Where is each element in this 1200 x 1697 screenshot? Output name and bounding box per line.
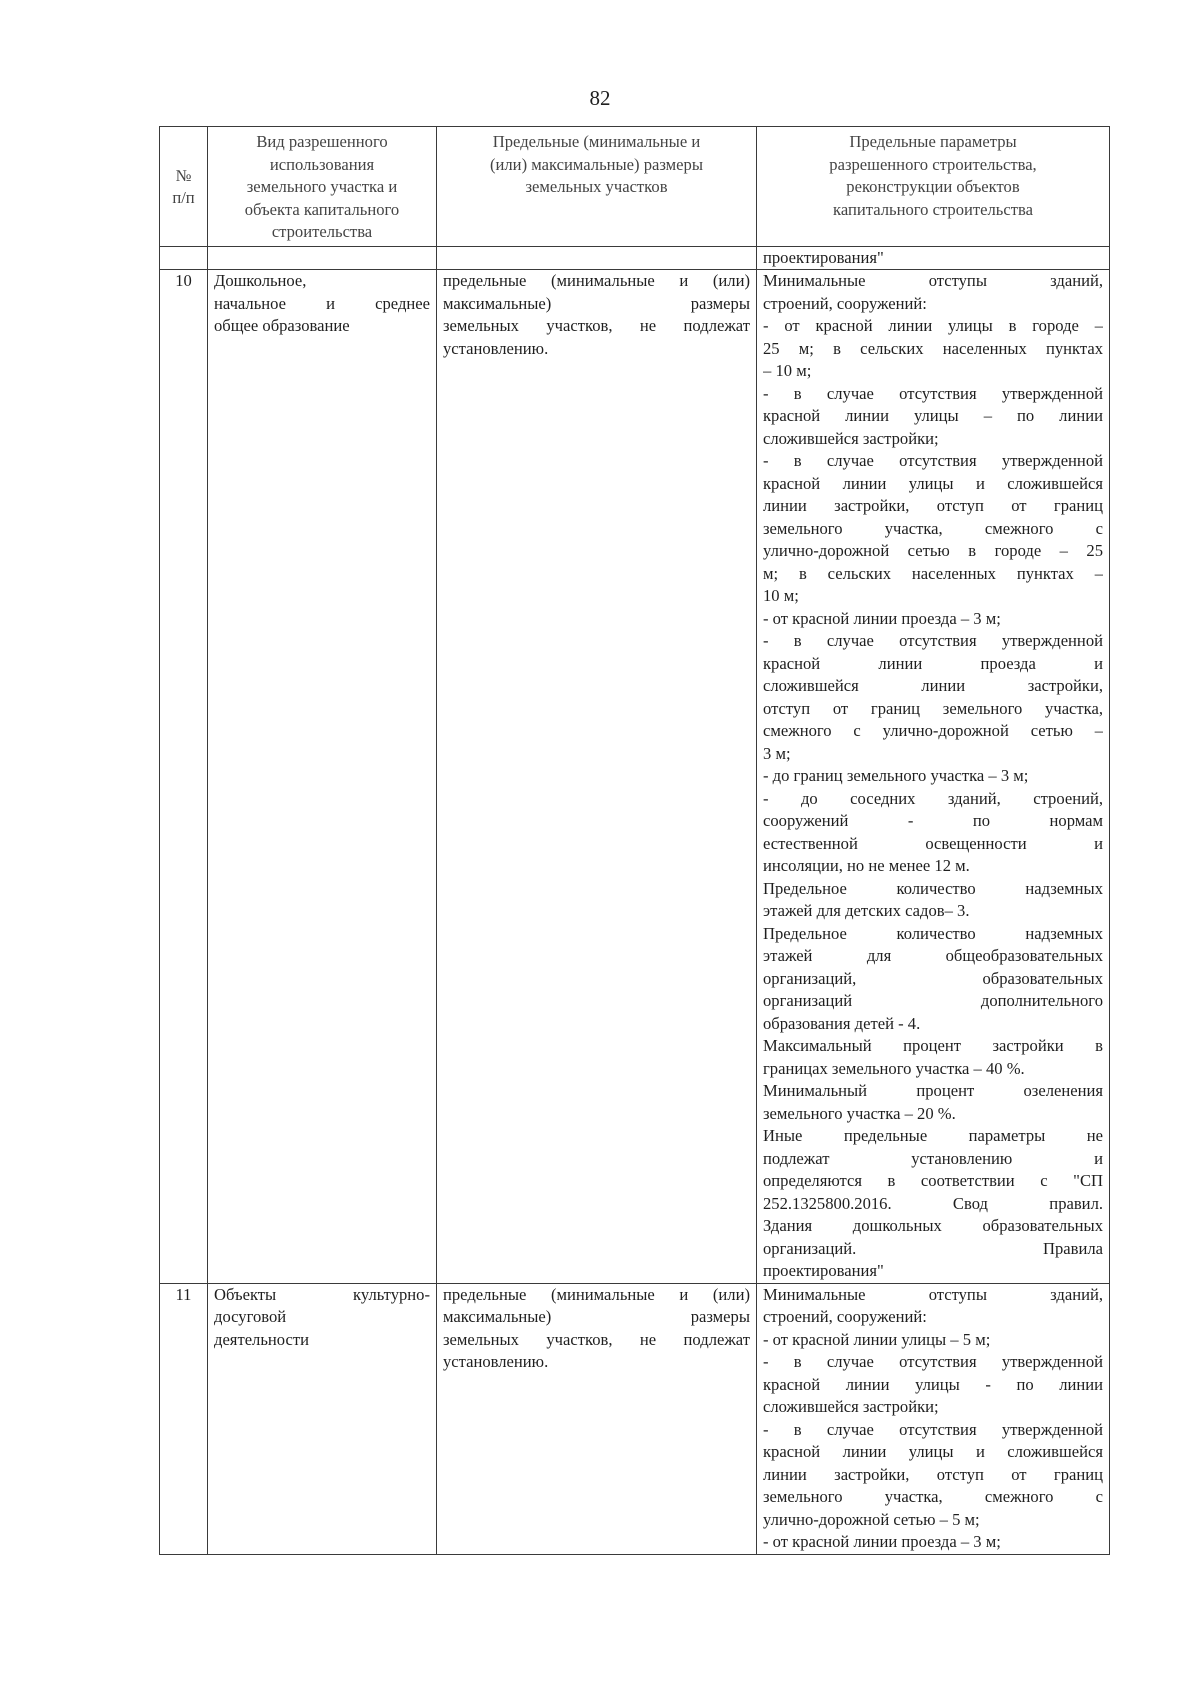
- cell-text-line: улично-дорожной сетью – 5 м;: [763, 1509, 980, 1529]
- cell-text-line: земельного участка – 20 %.: [763, 1103, 956, 1123]
- cell-text-line: организаций, образовательных: [763, 968, 1103, 988]
- cell-text-line: общее образование: [214, 316, 350, 335]
- cell-text-line: максимальные) размеры: [443, 1307, 750, 1326]
- cell-text-line: – 10 м;: [763, 361, 812, 380]
- continuation-cell-use-type: [208, 246, 437, 270]
- header-use-type-line: использования: [269, 154, 375, 174]
- cell-text-line: - в случае отсутствия утвержденной: [763, 1352, 1103, 1371]
- cell-text-line: инсоляции, но не менее 12 м.: [763, 856, 970, 875]
- cell-text-line: досуговой: [214, 1307, 287, 1326]
- cell-text-line: этажей для общеобразовательных: [763, 946, 1103, 965]
- cell-text-line: Объекты культурно-: [214, 1284, 430, 1304]
- cell-text-line: - от красной линии улицы – 5 м;: [763, 1329, 991, 1349]
- cell-text-line: - в случае отсутствия утвержденной: [763, 451, 1103, 470]
- cell-text-line: Предельное количество надземных: [763, 878, 1103, 898]
- header-use-type-line: строительства: [271, 222, 373, 241]
- cell-text-line: - от красной линии улицы в городе –: [763, 316, 1103, 335]
- row-number: 11: [160, 1283, 208, 1554]
- continuation-row: [160, 246, 1110, 270]
- header-build-params: [757, 127, 1110, 247]
- cell-text-line: красной линии улицы - по линии: [763, 1374, 1103, 1394]
- regulations-table: [159, 126, 1110, 1555]
- cell-text-line: - в случае отсутствия утвержденной: [763, 631, 1103, 650]
- cell-text-line: установлению.: [443, 1352, 549, 1371]
- cell-text-line: предельные (минимальные и (или): [443, 271, 750, 290]
- cell-text-line: сложившейся застройки;: [763, 1397, 939, 1416]
- cell-text-line: предельные (минимальные и (или): [443, 1284, 750, 1304]
- cell-text-line: Предельное количество надземных: [763, 923, 1103, 943]
- cell-text-line: этажей для детских садов– 3.: [763, 901, 970, 920]
- header-number-line: п/п: [172, 188, 195, 208]
- table-header-row: [160, 127, 1110, 247]
- cell-text-line: сложившейся линии застройки,: [763, 676, 1103, 695]
- cell-text-line: сложившейся застройки;: [763, 428, 939, 448]
- cell-text-line: линии застройки, отступ от границ: [763, 1464, 1103, 1484]
- row-build-params: [757, 1283, 1110, 1554]
- continuation-text: проектирования": [763, 247, 884, 267]
- cell-text-line: строений, сооружений:: [763, 293, 927, 313]
- cell-text-line: линии застройки, отступ от границ: [763, 496, 1103, 515]
- cell-text-line: земельных участков, не подлежат: [443, 316, 750, 335]
- cell-text-line: земельного участка, смежного с: [763, 1487, 1103, 1506]
- header-number: [160, 127, 208, 247]
- continuation-cell-plot-size: [437, 246, 757, 270]
- cell-text-line: улично-дорожной сетью в городе – 25: [763, 541, 1103, 560]
- cell-text-line: отступ от границ земельного участка,: [763, 698, 1103, 718]
- cell-text-line: организаций дополнительного: [763, 991, 1103, 1010]
- cell-text-line: Минимальные отступы зданий,: [763, 1284, 1103, 1304]
- continuation-cell-number: [160, 246, 208, 270]
- cell-text-line: определяются в соответствии с "СП: [763, 1171, 1103, 1190]
- cell-text-line: установлению.: [443, 338, 549, 358]
- cell-text-line: максимальные) размеры: [443, 293, 750, 313]
- header-use-type-line: объекта капитального: [244, 199, 400, 219]
- cell-text-line: 10 м;: [763, 586, 799, 605]
- row-number: 10: [160, 270, 208, 1284]
- cell-text-line: 25 м; в сельских населенных пунктах: [763, 338, 1103, 358]
- cell-text-line: Иные предельные параметры не: [763, 1126, 1103, 1145]
- cell-text-line: земельного участка, смежного с: [763, 518, 1103, 538]
- cell-text-line: деятельности: [214, 1329, 309, 1349]
- cell-text-line: - до соседних зданий, строений,: [763, 788, 1103, 808]
- cell-text-line: земельных участков, не подлежат: [443, 1329, 750, 1349]
- cell-text-line: красной линии проезда и: [763, 653, 1103, 673]
- cell-text-line: 3 м;: [763, 743, 791, 763]
- cell-text-line: Максимальный процент застройки в: [763, 1036, 1103, 1055]
- row-use-type: [208, 1283, 437, 1554]
- continuation-cell-params: [757, 246, 1110, 270]
- header-use-type: [208, 127, 437, 247]
- cell-text-line: сооружений - по нормам: [763, 811, 1103, 830]
- table-row: [160, 1283, 1110, 1554]
- row-plot-size: [437, 270, 757, 1284]
- cell-text-line: м; в сельских населенных пунктах –: [763, 563, 1103, 583]
- cell-text-line: образования детей - 4.: [763, 1013, 921, 1033]
- cell-text-line: проектирования": [763, 1261, 884, 1280]
- header-use-type-line: Вид разрешенного: [256, 132, 388, 151]
- row-use-type: [208, 270, 437, 1284]
- cell-text-line: естественной освещенности и: [763, 833, 1103, 853]
- header-number-line: №: [175, 165, 192, 185]
- table-row: [160, 270, 1110, 1284]
- header-plot-size-line: (или) максимальные) размеры: [490, 154, 703, 174]
- header-plot-size: [437, 127, 757, 247]
- header-plot-size-line: Предельные (минимальные и: [492, 132, 701, 151]
- cell-text-line: Минимальный процент озеленения: [763, 1081, 1103, 1100]
- row-plot-size: [437, 1283, 757, 1554]
- cell-text-line: строений, сооружений:: [763, 1307, 927, 1326]
- cell-text-line: - от красной линии проезда – 3 м;: [763, 608, 1001, 628]
- cell-text-line: Минимальные отступы зданий,: [763, 271, 1103, 290]
- cell-text-line: красной линии улицы и сложившейся: [763, 473, 1103, 493]
- cell-text-line: 252.1325800.2016. Свод правил.: [763, 1193, 1103, 1213]
- cell-text-line: организаций. Правила: [763, 1238, 1103, 1258]
- header-plot-size-line: земельных участков: [525, 177, 668, 196]
- cell-text-line: красной линии улицы – по линии: [763, 406, 1103, 425]
- cell-text-line: Здания дошкольных образовательных: [763, 1216, 1103, 1235]
- row-build-params: [757, 270, 1110, 1284]
- cell-text-line: подлежат установлению и: [763, 1148, 1103, 1168]
- header-build-params-line: Предельные параметры: [849, 132, 1017, 151]
- cell-text-line: смежного с улично-дорожной сетью –: [763, 721, 1103, 740]
- page-number: 82: [589, 86, 611, 110]
- cell-text-line: Дошкольное,: [214, 271, 307, 290]
- cell-text-line: - до границ земельного участка – 3 м;: [763, 766, 1029, 785]
- cell-text-line: начальное и среднее: [214, 293, 430, 313]
- cell-text-line: - в случае отсутствия утвержденной: [763, 383, 1103, 403]
- cell-text-line: границах земельного участка – 40 %.: [763, 1058, 1025, 1078]
- cell-text-line: красной линии улицы и сложившейся: [763, 1442, 1103, 1461]
- header-build-params-line: капитального строительства: [833, 199, 1033, 219]
- cell-text-line: - в случае отсутствия утвержденной: [763, 1419, 1103, 1439]
- cell-text-line: - от красной линии проезда – 3 м;: [763, 1532, 1001, 1551]
- header-build-params-line: реконструкции объектов: [846, 177, 1020, 196]
- header-build-params-line: разрешенного строительства,: [829, 154, 1037, 174]
- header-use-type-line: земельного участка и: [246, 177, 398, 196]
